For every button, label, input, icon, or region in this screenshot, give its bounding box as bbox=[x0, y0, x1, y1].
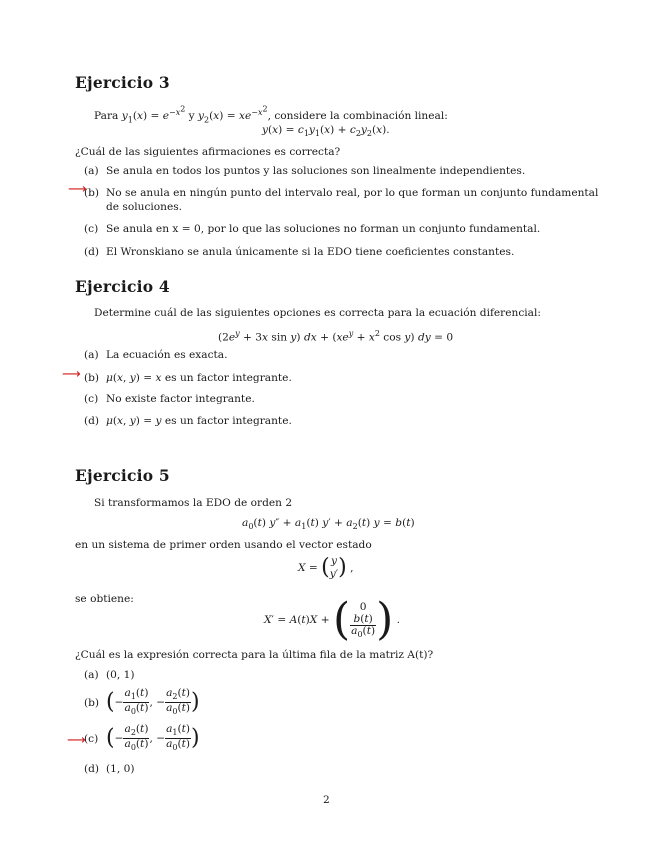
exercise-4-option-a: (a) La ecuación es exacta. bbox=[84, 349, 228, 361]
exercise-5-title: Ejercicio 5 bbox=[75, 466, 170, 485]
exercise-5-intro3: se obtiene: bbox=[75, 593, 134, 605]
exercise-3-equation: $y(x) = c_1y_1(x) + c_2y_2(x)$. bbox=[262, 124, 390, 139]
exercise-3-option-d: (d) El Wronskiano se anula únicamente si la EDO tiene coeficientes constantes. bbox=[84, 246, 515, 258]
exercise-5-intro2: en un sistema de primer orden usando el vector estado bbox=[75, 539, 372, 551]
exercise-4-option-b: (b) μ(x, y) = x es un factor integrante. bbox=[84, 372, 292, 384]
exercise-4-option-c: (c) No existe factor integrante. bbox=[84, 393, 255, 405]
exercise-3-question: ¿Cuál de las siguientes afirmaciones es correcta? bbox=[75, 146, 341, 158]
exercise-5-intro: Si transformamos la EDO de orden 2 bbox=[94, 497, 293, 509]
exercise-5-edo-equation: $a_0(t) y'' + a_1(t) y' + a_2(t) y = b(t)$ bbox=[242, 517, 415, 532]
exercise-4-option-d: (d) μ(x, y) = y es un factor integrante. bbox=[84, 415, 292, 427]
exercise-3-option-c: (c) Se anula en x = 0, por lo que las soluciones no forman un conjunto fundamental. bbox=[84, 223, 541, 235]
exercise-4-equation: ($2e^y + 3x$ sin y) dx + ($xe^y + x^2$ cos y) dy = 0 bbox=[218, 329, 454, 344]
exercise-3-option-b-cont: de soluciones. bbox=[106, 201, 183, 213]
exercise-5-question: ¿Cuál es la expresión correcta para la última fila de la matriz A(t)? bbox=[75, 649, 434, 661]
exercise-4-title: Ejercicio 4 bbox=[75, 277, 170, 296]
answer-arrow-icon: ⟶ bbox=[62, 367, 81, 382]
exercise-5-option-a: (a) (0, 1) bbox=[84, 669, 135, 681]
exercise-5-option-d: (d) (1, 0) bbox=[84, 763, 135, 775]
state-vector-equation: X = (y y′) , bbox=[298, 555, 354, 580]
exercise-4-intro: Determine cuál de las siguientes opciones es correcta para la ecuación diferencial: bbox=[94, 307, 541, 319]
page-number: 2 bbox=[323, 794, 330, 806]
exercise-5-option-c: (c) (− $\frac{a_2(t)}{a_0(t)}$ , − $\frac{a_1(t)}{a_0(t)}$ ) bbox=[84, 723, 200, 753]
exercise-5-option-b: (b) (− $\frac{a_1(t)}{a_0(t)}$ , − $\frac{a_2(t)}{a_0(t)}$ ) bbox=[84, 687, 200, 717]
answer-arrow-icon: ⟶ bbox=[68, 182, 87, 197]
exercise-3-option-b: (b) No se anula en ningún punto del intervalo real, por lo que forman un conjunto fundamental bbox=[84, 187, 599, 199]
exercise-3-title: Ejercicio 3 bbox=[75, 73, 170, 92]
system-equation: X′ = A(t)X + ( 0 $\frac{b(t)}{a_0(t)}$ ) . bbox=[264, 594, 401, 646]
exercise-3-intro: Para $y_1(x) = e^{-x^2}$ y $y_2(x) = xe^{-x^2}$, considere la combinación lineal: bbox=[94, 104, 448, 125]
exercise-3-option-a: (a) Se anula en todos los puntos y las soluciones son linealmente independientes. bbox=[84, 165, 526, 177]
answer-arrow-icon: ⟶ bbox=[67, 733, 86, 748]
